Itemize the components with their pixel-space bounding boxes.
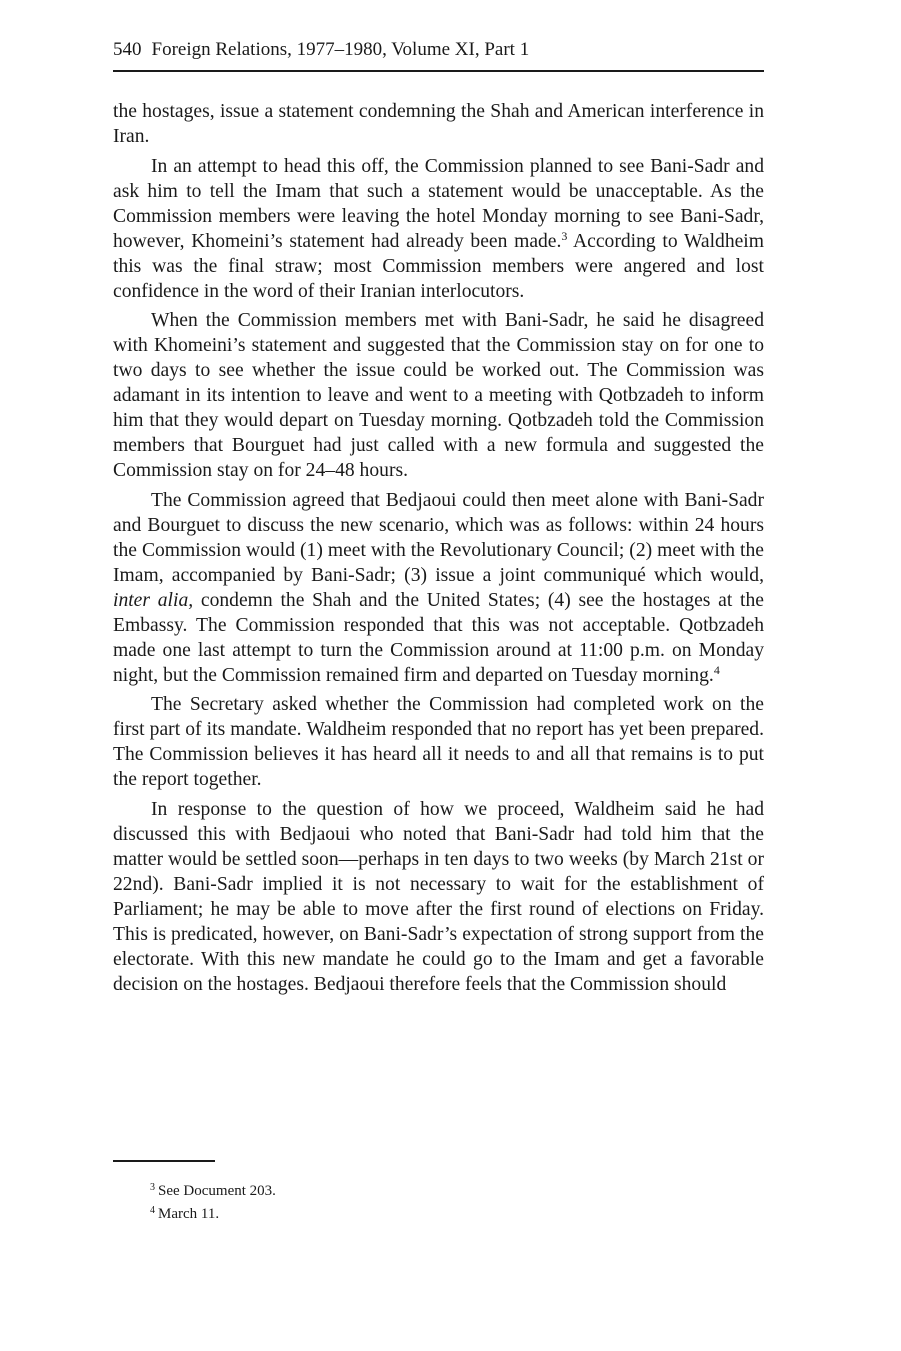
paragraph [113,797,764,997]
paragraph [113,154,764,304]
paragraph [113,99,764,149]
page-number: 540 [113,39,142,60]
running-title: Foreign Relations, 1977–1980, Volume XI, Part 1 [151,39,530,60]
footnote-ref: 3 [561,228,568,243]
paragraph [113,692,764,792]
text-run: In an attempt to head this off, the Commission planned to see Bani-Sadr and ask him to tell the Imam that such a statement would be unacceptable. As the Commission members were leaving the hotel Monday morning to see Bani-Sadr, however, Khomeini’s statement had already been made. [113,155,764,252]
text-run: When the Commission members met with Bani-Sadr, he said he disagreed with Khomeini’s statement and suggested that the Commission stay on for one to two days to see whether the issue could be worked out. The Commission was adamant in its intention to leave and went to a meeting with Qotbzadeh to inform him that they would depart on Tuesday morning. Qotbzadeh told the Commission members that Bourguet had just called with a new formula and suggested the Commission stay on for 24–48 hours. [113,310,764,481]
footnote [150,1203,276,1226]
paragraph [113,488,764,688]
body-text [113,99,764,1001]
footnote-number: 4 [150,1205,155,1216]
running-header [113,38,764,62]
footnote-text: March 11. [158,1206,220,1222]
paragraph [113,308,764,483]
text-run: The Commission agreed that Bedjaoui could then meet alone with Bani-Sadr and Bourguet to discuss the new scenario, which was as follows: within 24 hours the Commission would (1) meet with the Revolutionary Council; (2) meet with the Imam, accompanied by Bani-Sadr; (3) issue a joint communiqué which would, [113,489,764,586]
footnote [150,1180,276,1203]
header-rule [113,70,764,72]
text-run: the hostages, issue a statement condemning the Shah and American interference in Iran. [113,101,764,147]
text-run: condemn the Shah and the United States; (4) see the hostages at the Embassy. The Commission responded that this was not acceptable. Qotbzadeh made one last attempt to turn the Commission around at 11:00 p.m. on Monday night, but the Commission remained firm and departed on Tuesday morning. [113,589,764,686]
footnote-text: See Document 203. [158,1183,276,1199]
text-run: According to Waldheim this was the final straw; most Commission members were angered and lost confidence in the word of their Iranian interlocutors. [113,230,764,302]
footnote-number: 3 [150,1182,155,1193]
text-run: In response to the question of how we proceed, Waldheim said he had discussed this with Bedjaoui who noted that Bani-Sadr had told him that the matter would be settled soon—perhaps in ten days to two weeks (by March 21st or 22nd). Bani-Sadr implied it is not necessary to wait for the establishment of Parliament; he may be able to move after the first round of elections on Friday. This is predicated, however, on Bani-Sadr’s expectation of strong support from the electorate. With this new mandate he could go to the Imam and get a favorable decision on the hostages. Bedjaoui therefore feels that the Commission should [113,798,764,995]
italic-text: inter alia, [113,589,194,611]
footnote-rule [113,1160,215,1162]
footnote-ref: 4 [713,662,720,677]
footnotes [150,1180,276,1226]
text-run: The Secretary asked whether the Commission had completed work on the first part of its mandate. Waldheim responded that no report has yet been prepared. The Commission believes it has heard all it needs to and all that remains is to put the report together. [113,694,764,790]
